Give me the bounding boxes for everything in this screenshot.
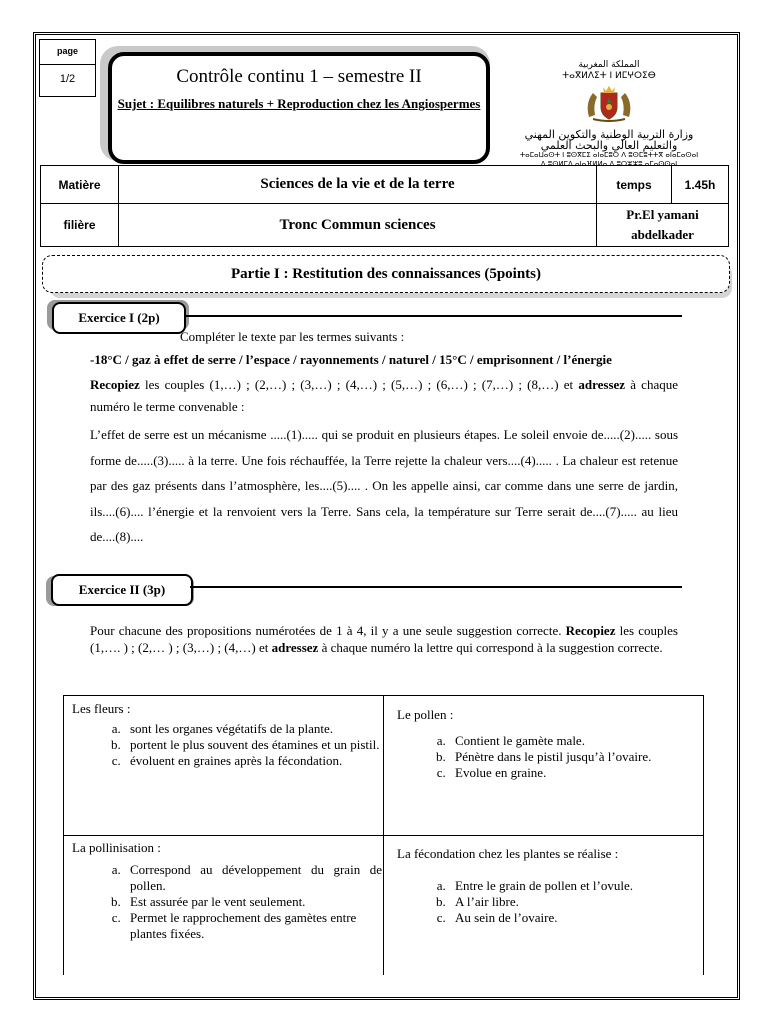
grid-center-line (383, 695, 384, 975)
page-label: page (40, 40, 95, 65)
question-fecondation (397, 846, 699, 926)
exercise-2-intro (90, 622, 678, 656)
title-box (108, 52, 490, 164)
info-table (40, 165, 729, 247)
kingdom-tifinagh: ⵜⴰⴳⵍⴷⵉⵜ ⵏ ⵍⵎⵖⵔⵉⴱ (562, 71, 656, 81)
question-pollinisation (72, 840, 382, 942)
option-c: c. évoluent en graines après la fécondation. (124, 753, 382, 769)
exercise-2-rule (190, 586, 682, 588)
option-a: a. Contient le gamète male. (449, 733, 697, 749)
couples-end: à chaque numéro le terme convenable : (90, 377, 678, 414)
ministry-header (493, 60, 725, 168)
option-c: c. Au sein de l’ovaire. (449, 910, 699, 926)
exam-title: Contrôle continu 1 – semestre II (176, 66, 422, 87)
exercise-1-couples (90, 374, 678, 418)
option-c: c. Permet le rapprochement des gamètes entre plantes fixées. (124, 910, 382, 942)
ministry-tifinagh-2: ⴷ ⵓⵙⵍⵎⴷ ⴰⵏⴰⴼⵍⵍⴰ ⴷ ⵓⵔⵣⵣⵓ ⴰⵎⴰⵙⵙⴰⵏ (540, 160, 678, 168)
exercise-1-instruction: Compléter le texte par les termes suivants : (180, 329, 405, 344)
exercise-1-paragraph: L’effet de serre est un mécanisme .....(1)..... qui se produit en plusieurs étapes. Le soleil envoie de.....(2)..... sous forme de.....(3)..... à la terre. Une fois réchauffée, la Terre rejette la chaleur vers....(4)..... . La chaleur est retenue par des gaz présents dans l’atmosphère, les....(5).... . On les appelle ainsi, car comme dans une serre de jardin, ils....(6).... l’énergie et la renvoient vers la Terre. Sans cela, la température sur Terre serait de....(7)..... au lieu de....(8).... (90, 427, 678, 544)
subject-label: Matière (41, 166, 119, 204)
track-label: filière (41, 204, 119, 247)
question-pollen (397, 707, 697, 781)
subject-value: Sciences de la vie et de la terre (119, 166, 597, 204)
coat-of-arms-icon (581, 83, 637, 123)
exercise-1-rule (186, 315, 682, 317)
intro-end: à chaque numéro la lettre qui correspond à la suggestion correcte. (318, 640, 663, 655)
recopiez-keyword-2: Recopiez (565, 623, 616, 638)
part-title-box (42, 255, 730, 293)
couples-text: les couples (1,…) ; (2,…) ; (3,…) ; (4,…) ; (5,…) ; (6,…) ; (7,…) ; (8,…) et (139, 377, 579, 392)
intro-start: Pour chacune des propositions numérotées de 1 à 4, il y a une seule suggestion correcte. (90, 623, 566, 638)
question-title: La pollinisation : (72, 840, 161, 855)
time-value: 1.45h (672, 166, 729, 204)
exercise-2-label: Exercice II (3p) (51, 574, 193, 606)
option-b: b. A l’air libre. (449, 894, 699, 910)
recopiez-keyword: Recopiez (90, 377, 140, 392)
ministry-arabic-2: والتعليم العالي والبحث العلمي (540, 139, 678, 152)
option-a: a. Entre le grain de pollen et l’ovule. (449, 878, 699, 894)
grid-right-line (703, 695, 704, 975)
page-number-box (39, 39, 96, 97)
page-number: 1/2 (59, 73, 76, 85)
option-b: b. Est assurée par le vent seulement. (124, 894, 382, 910)
option-b: b. portent le plus souvent des étamines et un pistil. (124, 737, 382, 753)
adressez-keyword: adressez (578, 377, 626, 392)
ministry-arabic-1: وزارة التربية الوطنية والتكوين المهني (524, 128, 694, 141)
option-a: a. Correspond au développement du grain de pollen. (124, 862, 382, 894)
grid-left-line (63, 695, 64, 975)
question-title: La fécondation chez les plantes se réalise : (397, 846, 619, 861)
question-fleurs (72, 701, 382, 769)
track-value: Tronc Commun sciences (119, 204, 597, 247)
time-label: temps (597, 166, 672, 204)
option-c: c. Evolue en graine. (449, 765, 697, 781)
exam-subject: Sujet : Equilibres naturels + Reproduction chez les Angiospermes (117, 96, 481, 111)
adressez-keyword-2: adressez (271, 640, 319, 655)
part-title: Partie I : Restitution des connaissances (5points) (231, 266, 541, 282)
teacher-name: Pr.El yamani abdelkader (597, 204, 729, 247)
kingdom-arabic: المملكة المغربية (578, 60, 640, 70)
question-title: Les fleurs : (72, 701, 131, 716)
question-title: Le pollen : (397, 707, 454, 722)
exercise-1-label: Exercice I (2p) (52, 302, 186, 334)
option-b: b. Pénètre dans le pistil jusqu’à l’ovaire. (449, 749, 697, 765)
ministry-tifinagh-1: ⵜⴰⵎⴰⵡⴰⵙⵜ ⵏ ⵓⵙⴳⵎⵉ ⴰⵏⴰⵎⵓⵔ ⴷ ⵓⵙⵎⵓⵜⵜⴳ ⴰⵏⴰⵎⴰⵙⴰⵏ (519, 151, 699, 159)
exercise-1-terms: -18°C / gaz à effet de serre / l’espace / rayonnements / naturel / 15°C / emprisonnent / l’énergie (90, 352, 612, 367)
intro-mid: les couples (1,…. ) ; (2,… ) ; (3,…) ; (4,…) et (90, 623, 678, 655)
option-a: a. sont les organes végétatifs de la plante. (124, 721, 382, 737)
